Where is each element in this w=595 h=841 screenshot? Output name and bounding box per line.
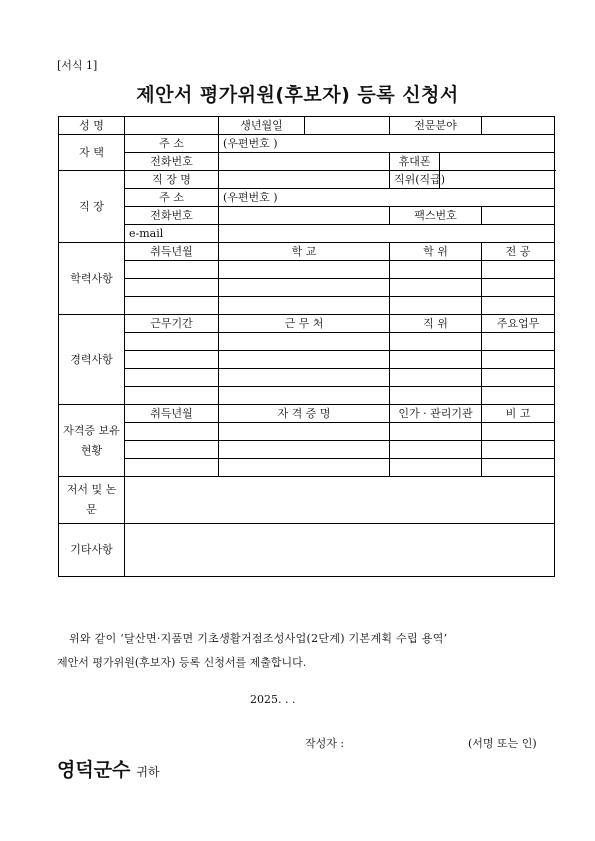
career-cell[interactable] — [482, 369, 555, 387]
license-row — [59, 423, 555, 441]
recipient-org: 영덕군수 — [57, 759, 131, 781]
position-field[interactable] — [440, 171, 555, 189]
career-cell[interactable] — [482, 333, 555, 351]
mobile-label: 휴대폰 — [390, 153, 440, 171]
home-section-label: 자 택 — [59, 135, 125, 171]
education-cell[interactable] — [482, 297, 555, 315]
career-cell[interactable] — [219, 387, 390, 405]
document-title: 제안서 평가위원(후보자) 등록 신청서 — [136, 84, 459, 106]
work-address-row — [59, 189, 555, 207]
career-cell[interactable] — [482, 351, 555, 369]
work-address-label: 주 소 — [125, 189, 219, 207]
career-row — [59, 351, 555, 369]
license-cell[interactable] — [125, 423, 219, 441]
author-label: 작성자 : — [305, 737, 345, 750]
birth-field[interactable] — [305, 117, 390, 135]
name-field[interactable] — [125, 117, 219, 135]
work-address-field[interactable]: (우편번호 ) — [219, 189, 555, 207]
license-cell[interactable] — [482, 441, 555, 459]
career-header-period: 근무기간 — [125, 315, 219, 333]
education-header-date: 취득년월 — [125, 243, 219, 261]
recipient-honorific: 귀하 — [136, 765, 160, 779]
education-cell[interactable] — [390, 297, 482, 315]
workplace-label: 직 장 명 — [125, 171, 219, 189]
license-header-note: 비 고 — [482, 405, 555, 423]
education-header-degree: 학 위 — [390, 243, 482, 261]
mobile-field[interactable] — [440, 153, 555, 171]
license-header-row — [59, 405, 555, 423]
education-cell[interactable] — [390, 279, 482, 297]
career-section-label: 경력사항 — [59, 315, 125, 405]
education-cell[interactable] — [125, 297, 219, 315]
home-address-label: 주 소 — [125, 135, 219, 153]
education-cell[interactable] — [125, 261, 219, 279]
education-header-major: 전 공 — [482, 243, 555, 261]
education-row — [59, 261, 555, 279]
workplace-field[interactable] — [219, 171, 390, 189]
home-phone-label: 전화번호 — [125, 153, 219, 171]
education-header-school: 학 교 — [219, 243, 390, 261]
work-section-label: 직 장 — [59, 171, 125, 243]
education-cell[interactable] — [482, 279, 555, 297]
license-cell[interactable] — [219, 459, 390, 477]
career-cell[interactable] — [125, 333, 219, 351]
career-row — [59, 369, 555, 387]
home-phone-row — [59, 153, 555, 171]
license-row — [59, 441, 555, 459]
license-cell[interactable] — [390, 423, 482, 441]
education-cell[interactable] — [219, 279, 390, 297]
license-header-name: 자 격 증 명 — [219, 405, 390, 423]
career-cell[interactable] — [390, 351, 482, 369]
license-cell[interactable] — [125, 441, 219, 459]
career-header-workplace: 근 무 처 — [219, 315, 390, 333]
fax-label: 팩스번호 — [390, 207, 482, 225]
education-cell[interactable] — [125, 279, 219, 297]
career-cell[interactable] — [482, 387, 555, 405]
career-row — [59, 333, 555, 351]
publications-field[interactable] — [125, 477, 555, 524]
career-cell[interactable] — [390, 387, 482, 405]
email-row — [59, 225, 555, 243]
education-cell[interactable] — [219, 261, 390, 279]
career-cell[interactable] — [125, 369, 219, 387]
career-header-duties: 주요업무 — [482, 315, 555, 333]
email-field[interactable] — [219, 225, 555, 243]
license-row — [59, 459, 555, 477]
name-label: 성 명 — [59, 117, 125, 135]
publications-label: 저서 및 논문 — [59, 477, 125, 524]
education-row — [59, 279, 555, 297]
application-form-table — [58, 116, 555, 577]
career-header-row — [59, 315, 555, 333]
license-header-date: 취득년월 — [125, 405, 219, 423]
signature-label: (서명 또는 인) — [468, 737, 537, 750]
statement-line-2: 제안서 평가위원(후보자) 등록 신청서를 제출합니다. — [57, 656, 307, 669]
career-cell[interactable] — [125, 387, 219, 405]
other-row — [59, 524, 555, 577]
career-cell[interactable] — [390, 369, 482, 387]
email-label: e-mail — [125, 225, 219, 243]
license-cell[interactable] — [390, 441, 482, 459]
name-row — [59, 117, 555, 135]
license-cell[interactable] — [482, 423, 555, 441]
career-cell[interactable] — [219, 333, 390, 351]
home-address-field[interactable]: (우편번호 ) — [219, 135, 555, 153]
career-cell[interactable] — [125, 351, 219, 369]
license-cell[interactable] — [390, 459, 482, 477]
career-cell[interactable] — [390, 333, 482, 351]
career-row — [59, 387, 555, 405]
form-number-label: [서식 1] — [57, 59, 98, 72]
workplace-row — [59, 171, 555, 189]
field-field[interactable] — [482, 117, 555, 135]
license-header-issuer: 인가 · 관리기관 — [390, 405, 482, 423]
declaration-statement — [57, 627, 557, 675]
recipient-line — [57, 755, 160, 782]
work-phone-row — [59, 207, 555, 225]
education-cell[interactable] — [482, 261, 555, 279]
date-line: 2025. . . — [250, 693, 296, 706]
home-phone-field[interactable] — [219, 153, 390, 171]
publications-row — [59, 477, 555, 524]
position-label: 직위(직급) — [390, 171, 440, 189]
license-cell[interactable] — [482, 459, 555, 477]
license-cell[interactable] — [125, 459, 219, 477]
license-cell[interactable] — [219, 441, 390, 459]
career-cell[interactable] — [219, 369, 390, 387]
license-cell[interactable] — [219, 423, 390, 441]
other-label: 기타사항 — [59, 524, 125, 577]
license-section-label: 자격증 보유현황 — [59, 405, 125, 477]
career-header-position: 직 위 — [390, 315, 482, 333]
career-cell[interactable] — [219, 351, 390, 369]
education-section-label: 학력사항 — [59, 243, 125, 315]
birth-label: 생년월일 — [219, 117, 305, 135]
field-label: 전문분야 — [390, 117, 482, 135]
education-cell[interactable] — [390, 261, 482, 279]
education-row — [59, 297, 555, 315]
education-header-row — [59, 243, 555, 261]
statement-line-1: 위와 같이 ‘달산면·지품면 기초생활거점조성사업(2단계) 기본계획 수립 용역’ — [69, 632, 448, 645]
fax-field[interactable] — [482, 207, 555, 225]
work-phone-label: 전화번호 — [125, 207, 219, 225]
work-phone-field[interactable] — [219, 207, 390, 225]
education-cell[interactable] — [219, 297, 390, 315]
other-field[interactable] — [125, 524, 555, 577]
home-address-row — [59, 135, 555, 153]
